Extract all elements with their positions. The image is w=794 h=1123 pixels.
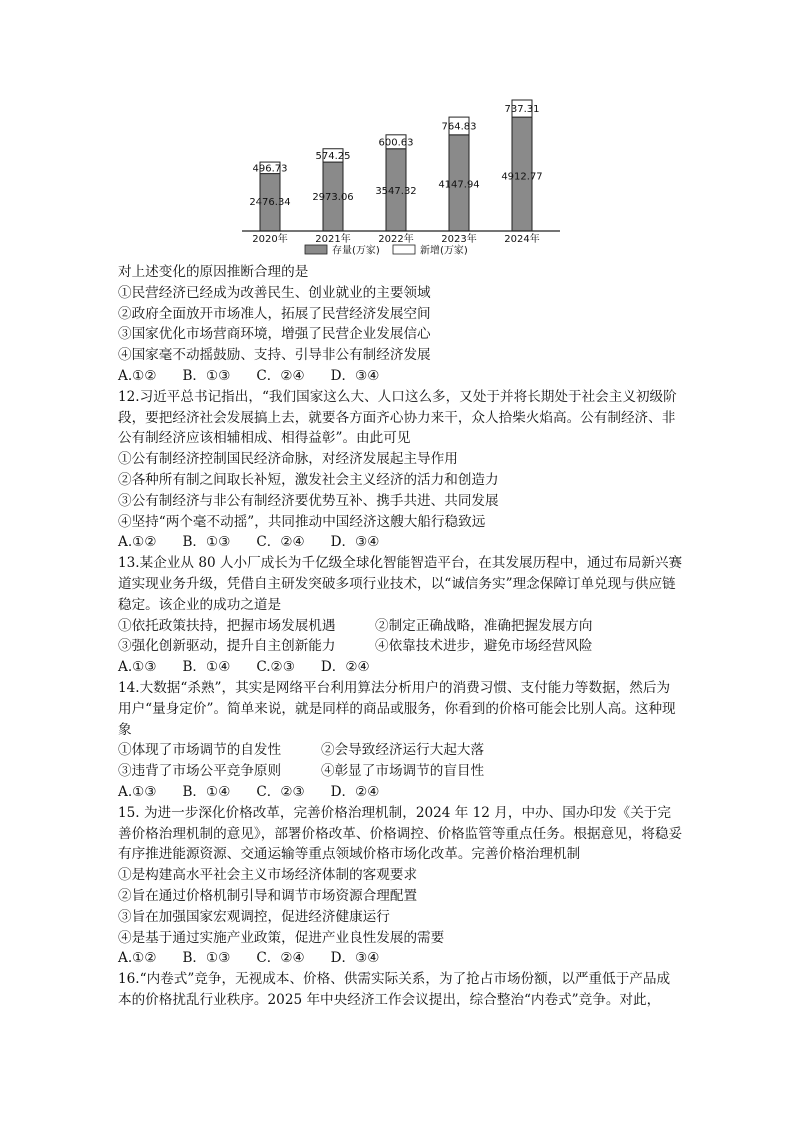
legend-swatch-new	[393, 245, 415, 254]
q11-prompt: 对上述变化的原因推断合理的是	[118, 264, 309, 280]
q15-options: A.①② B．①③ C．②④ D．③④	[118, 950, 380, 967]
q13-items-row-2	[118, 636, 683, 657]
q13-item-2: ②制定正确战略，准确把握发展方向	[375, 617, 593, 634]
q11-options: A.①② B．①③ C．②④ D．③④	[118, 367, 380, 384]
q11-item-4: ④国家毫不动摇鼓励、支持、引导非公有制经济发展	[118, 347, 431, 364]
legend-label-new: 新增(万家)	[420, 245, 468, 257]
q12-item-4: ④坚持“两个毫不动摇”，共同推动中国经济这艘大船行稳致远	[118, 513, 486, 530]
q11-item-2: ②政府全面放开市场准人，拓展了民营经济发展空间	[118, 305, 431, 322]
q16-text: 16.“内卷式”竞争，无视成本、价格、供需实际关系，为了抢占市场份额，以严重低于产品成本的价格扰乱行业秩序。2025 年中央经济工作会议提出，综合整治“内卷式”竞争。对此，	[118, 971, 671, 1008]
q14-item-4: ④彰显了市场调节的盲目性	[321, 763, 485, 780]
q13-options: A.①③ B．①④ C.②③ D．②④	[118, 659, 370, 676]
q13-item-4: ④依靠技术进步，避免市场经营风险	[375, 638, 593, 655]
data-label-new-2: 600.63	[378, 137, 414, 149]
q12-text: 12.习近平总书记指出，“我们国家这么大、人口这么多，又处于并将长期处于社会主义初级阶段，要把经济社会发展搞上去，就要各方面齐心协力来干，众人拾柴火焰高。公有制经济、非公有制经济应该相辅相成、相得益彰”。由此可见	[118, 388, 677, 447]
q14-item-2: ②会导致经济运行大起大落	[321, 742, 485, 759]
data-label-new-1: 574.25	[315, 150, 351, 162]
q15-item-4: ④是基于通过实施产业政策，促进产业良性发展的需要	[118, 929, 445, 946]
q13-item-3: ③强化创新驱动，提升自主创新能力	[118, 638, 336, 655]
data-label-stock-4: 4912.77	[501, 171, 543, 183]
q12-item-3: ③公有制经济与非公有制经济要优势互补、携手共进、共同发展	[118, 492, 499, 509]
category-label-1: 2021年	[315, 234, 351, 245]
q14-item-3: ③违背了市场公平竞争原则	[118, 763, 282, 780]
q12-item-2: ②各种所有制之间取长补短，激发社会主义经济的活力和创造力	[118, 471, 499, 488]
q14-options: A.①③ B．①④ C．②③ D．②④	[118, 783, 380, 800]
q11-item-3: ③国家优化市场营商环境，增强了民营企业发展信心	[118, 326, 431, 343]
data-label-stock-3: 4147.94	[438, 179, 480, 191]
q15-item-3: ③旨在加强国家宏观调控，促进经济健康运行	[118, 908, 390, 925]
q15-text: 15. 为进一步深化价格改革，完善价格治理机制，2024 年 12 月，中办、国办印发《关于完善价格治理机制的意见》，部署价格改革、价格调控、价格监管等重点任务。根据意见，将稳妥有序推进能源资源、交通运输等重点领域价格市场化改革。完善价格治理机制	[118, 804, 683, 863]
data-label-new-4: 737.31	[504, 104, 540, 116]
q12-item-1: ①公有制经济控制国民经济命脉，对经济发展起主导作用	[118, 451, 458, 468]
category-label-4: 2024年	[504, 234, 540, 245]
q13-items-row-1	[118, 616, 683, 637]
enterprise-bar-chart	[228, 92, 574, 264]
q15-item-2: ②旨在通过价格机制引导和调节市场资源合理配置	[118, 887, 418, 904]
data-label-stock-0: 2476.34	[249, 197, 291, 209]
category-label-0: 2020年	[252, 234, 288, 245]
q14-item-1: ①体现了市场调节的自发性	[118, 742, 282, 759]
data-label-new-3: 764.83	[441, 121, 477, 133]
q12-options: A.①② B．①③ C．②④ D．③④	[118, 534, 380, 551]
q14-items-row-1	[118, 740, 683, 761]
q13-text: 13.某企业从 80 人小厂成长为千亿级全球化智能智造平台，在其发展历程中，通过布局新兴赛道实现业务升级，凭借自主研发突破多项行业技术，以“诚信务实”理念保障订单兑现与供应链稳定。该企业的成功之道是	[118, 555, 683, 613]
legend-label-stock: 存量(万家)	[332, 245, 380, 257]
legend-swatch-stock	[305, 245, 327, 254]
chart-legend	[305, 244, 468, 257]
q11-item-1: ①民营经济已经成为改善民生、创业就业的主要领域	[118, 284, 431, 301]
category-label-2: 2022年	[378, 234, 414, 245]
data-label-new-0: 496.73	[252, 163, 288, 175]
data-label-stock-2: 3547.32	[375, 185, 417, 197]
q14-text: 14.大数据“杀熟”，其实是网络平台利用算法分析用户的消费习惯、支付能力等数据，然后为用户“量身定价”。简单来说，就是同样的商品或服务，你看到的价格可能会比别人高。这种现象	[118, 679, 676, 738]
category-label-3: 2023年	[441, 234, 477, 245]
question-content	[118, 262, 683, 1011]
q15-item-1: ①是构建高水平社会主义市场经济体制的客观要求	[118, 867, 418, 884]
q14-items-row-2	[118, 761, 683, 782]
q13-item-1: ①依托政策扶持，把握市场发展机遇	[118, 617, 336, 634]
data-label-stock-1: 2973.06	[312, 191, 354, 203]
